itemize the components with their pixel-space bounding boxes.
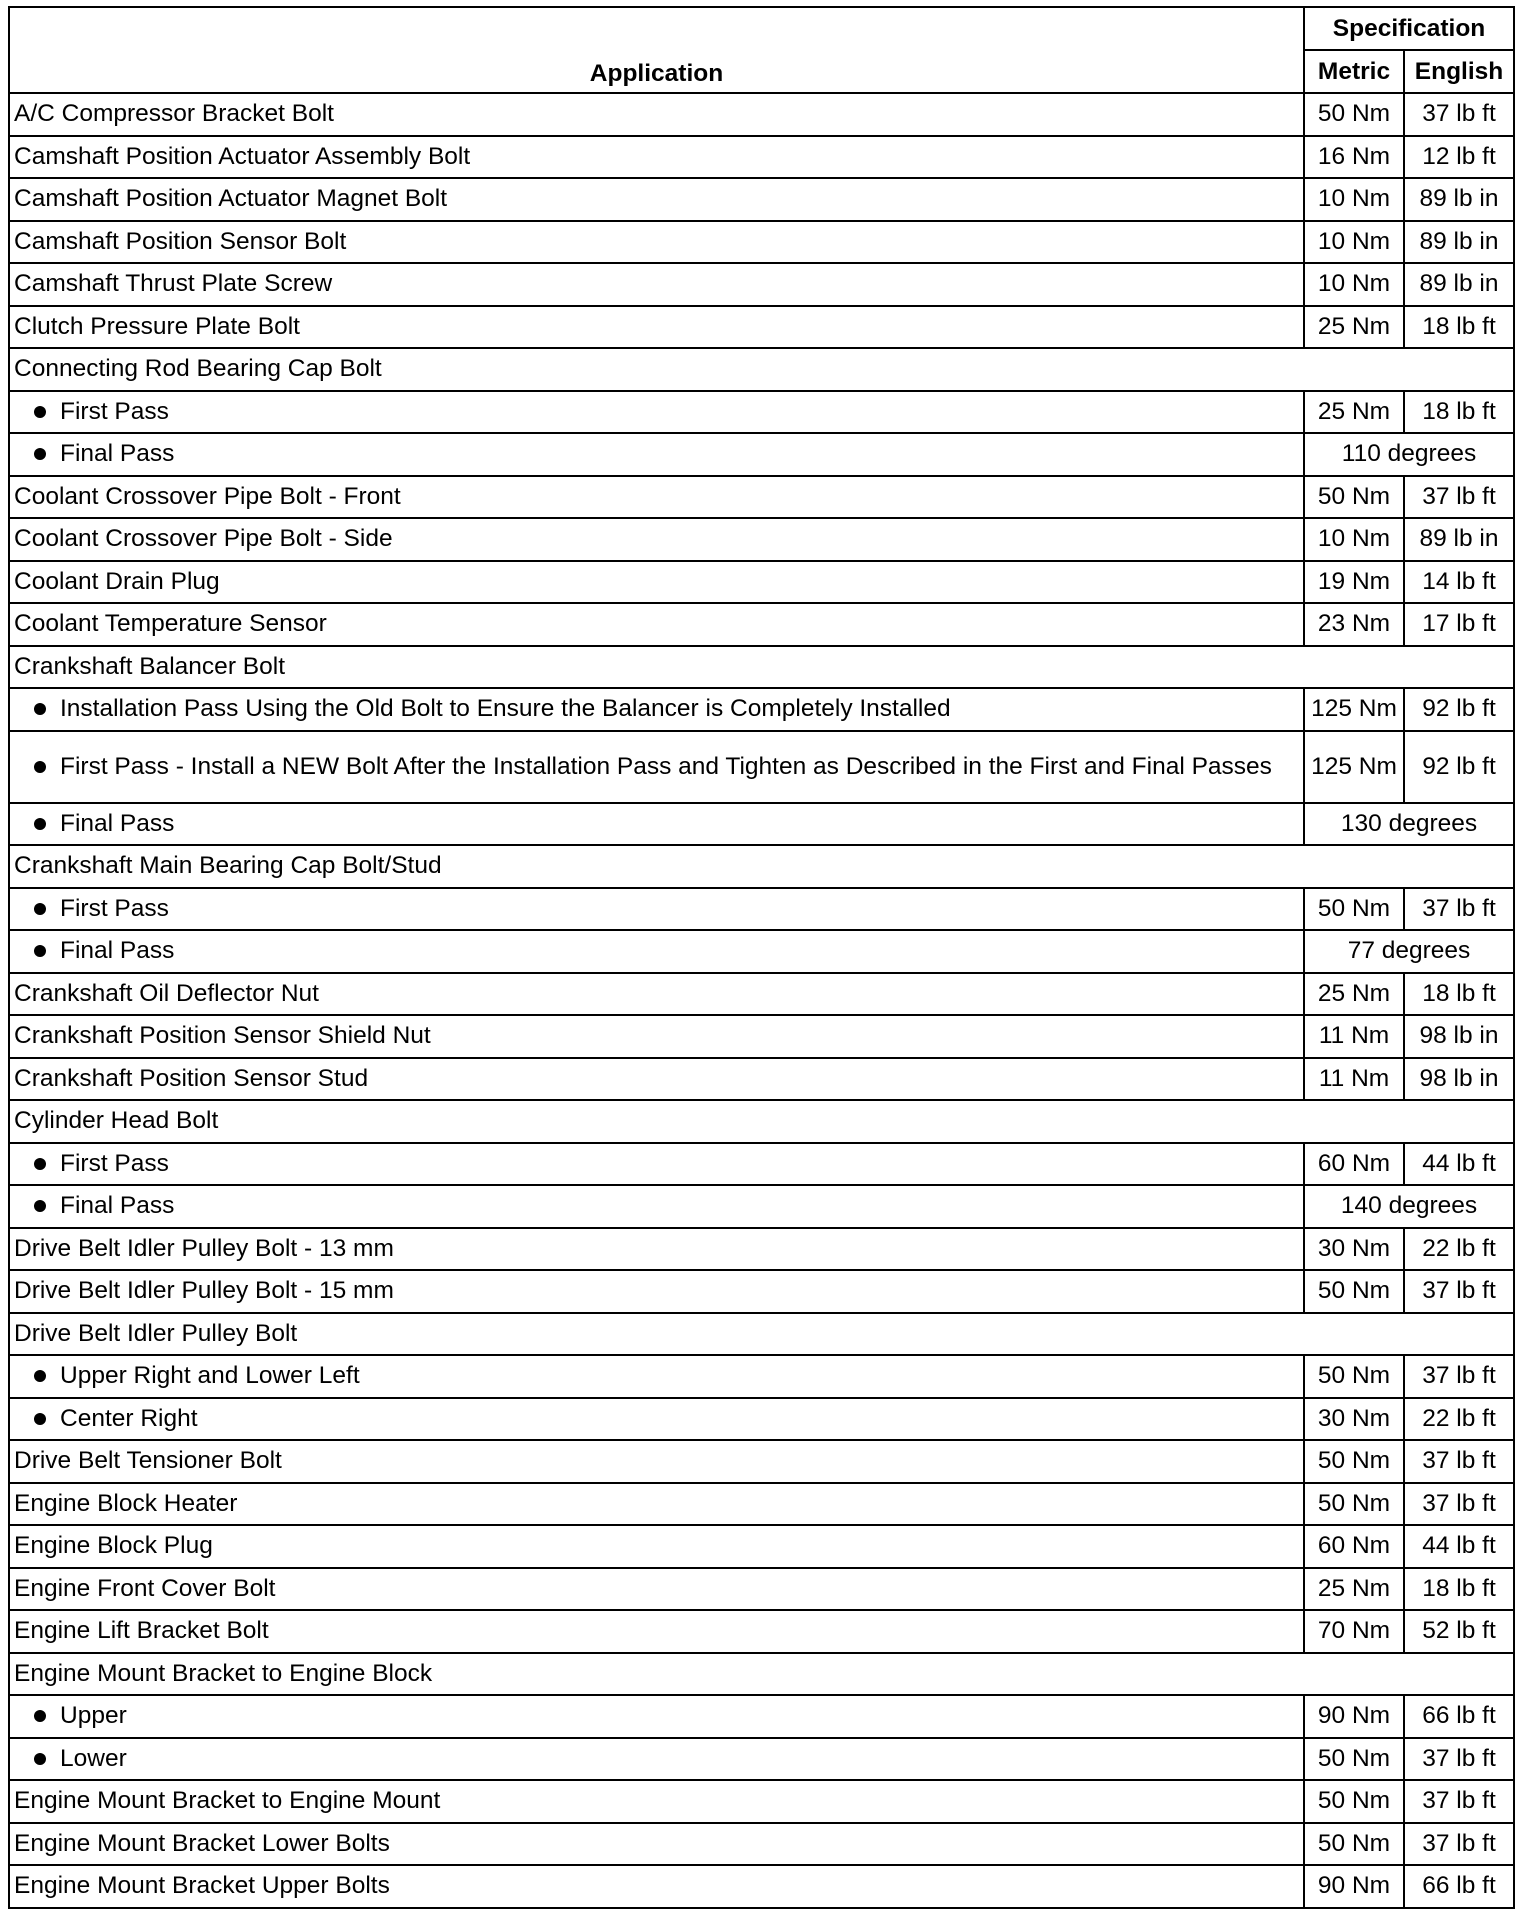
metric-cell: 90 Nm	[1304, 1865, 1404, 1908]
english-cell: 37 lb ft	[1404, 476, 1514, 519]
metric-cell: 10 Nm	[1304, 178, 1404, 221]
application-cell: Crankshaft Oil Deflector Nut	[9, 973, 1304, 1016]
english-cell: 12 lb ft	[1404, 136, 1514, 179]
metric-cell: 125 Nm	[1304, 688, 1404, 731]
application-header: Application	[9, 7, 1304, 93]
application-cell: Drive Belt Idler Pulley Bolt - 15 mm	[9, 1270, 1304, 1313]
bullet-item	[34, 1702, 1299, 1730]
group-row	[9, 1313, 1514, 1356]
english-cell: 92 lb ft	[1404, 688, 1514, 731]
english-cell: 18 lb ft	[1404, 306, 1514, 349]
english-cell: 17 lb ft	[1404, 603, 1514, 646]
application-cell: Engine Mount Bracket Lower Bolts	[9, 1823, 1304, 1866]
bullet-label: Upper	[60, 1702, 127, 1730]
bullet-item	[34, 937, 1299, 965]
bullet-icon	[34, 448, 46, 460]
bullet-item	[34, 695, 1299, 723]
bullet-row	[9, 1695, 1514, 1738]
english-cell: 14 lb ft	[1404, 561, 1514, 604]
table-row	[9, 136, 1514, 179]
table-row	[9, 1610, 1514, 1653]
angle-cell: 130 degrees	[1304, 803, 1514, 846]
bullet-icon	[34, 406, 46, 418]
bullet-row	[9, 731, 1514, 803]
english-cell: 18 lb ft	[1404, 1568, 1514, 1611]
group-label: Crankshaft Main Bearing Cap Bolt/Stud	[9, 845, 1514, 888]
application-cell: Coolant Temperature Sensor	[9, 603, 1304, 646]
application-cell: Drive Belt Idler Pulley Bolt - 13 mm	[9, 1228, 1304, 1271]
application-cell: A/C Compressor Bracket Bolt	[9, 93, 1304, 136]
table-row	[9, 1568, 1514, 1611]
metric-cell: 16 Nm	[1304, 136, 1404, 179]
table-row	[9, 518, 1514, 561]
table-body	[9, 93, 1514, 1908]
application-cell: Crankshaft Position Sensor Stud	[9, 1058, 1304, 1101]
application-cell: Camshaft Position Sensor Bolt	[9, 221, 1304, 264]
english-cell: 37 lb ft	[1404, 1780, 1514, 1823]
application-cell: Coolant Drain Plug	[9, 561, 1304, 604]
metric-cell: 10 Nm	[1304, 221, 1404, 264]
bullet-row	[9, 930, 1514, 973]
metric-cell: 50 Nm	[1304, 476, 1404, 519]
application-cell: Engine Front Cover Bolt	[9, 1568, 1304, 1611]
table-row	[9, 221, 1514, 264]
bullet-label: First Pass	[60, 1149, 169, 1177]
bullet-label: Installation Pass Using the Old Bolt to Ensure the Balancer is Completely Installed	[60, 695, 951, 723]
application-cell	[9, 433, 1304, 476]
group-label: Engine Mount Bracket to Engine Block	[9, 1653, 1514, 1696]
application-cell	[9, 888, 1304, 931]
application-cell: Coolant Crossover Pipe Bolt - Front	[9, 476, 1304, 519]
bullet-row	[9, 688, 1514, 731]
bullet-row	[9, 1398, 1514, 1441]
table-row	[9, 1483, 1514, 1526]
group-row	[9, 646, 1514, 689]
bullet-icon	[34, 761, 46, 773]
table-row	[9, 1865, 1514, 1908]
english-cell: 44 lb ft	[1404, 1525, 1514, 1568]
specification-header: Specification	[1304, 7, 1514, 50]
table-row	[9, 1440, 1514, 1483]
bullet-row	[9, 1355, 1514, 1398]
metric-header: Metric	[1304, 50, 1404, 93]
bullet-label: Final Pass	[60, 440, 175, 468]
metric-cell: 25 Nm	[1304, 973, 1404, 1016]
english-cell: 89 lb in	[1404, 178, 1514, 221]
application-cell: Drive Belt Tensioner Bolt	[9, 1440, 1304, 1483]
group-label: Cylinder Head Bolt	[9, 1100, 1514, 1143]
application-cell: Engine Mount Bracket Upper Bolts	[9, 1865, 1304, 1908]
group-row	[9, 1100, 1514, 1143]
metric-cell: 70 Nm	[1304, 1610, 1404, 1653]
bullet-item	[34, 1405, 1299, 1433]
english-cell: 18 lb ft	[1404, 391, 1514, 434]
bullet-label: Lower	[60, 1744, 127, 1772]
english-cell: 89 lb in	[1404, 518, 1514, 561]
angle-cell: 140 degrees	[1304, 1185, 1514, 1228]
metric-cell: 25 Nm	[1304, 306, 1404, 349]
metric-cell: 90 Nm	[1304, 1695, 1404, 1738]
metric-cell: 50 Nm	[1304, 1738, 1404, 1781]
metric-cell: 50 Nm	[1304, 1355, 1404, 1398]
metric-cell: 50 Nm	[1304, 1823, 1404, 1866]
table-row	[9, 1823, 1514, 1866]
metric-cell: 60 Nm	[1304, 1525, 1404, 1568]
english-cell: 98 lb in	[1404, 1058, 1514, 1101]
english-cell: 89 lb in	[1404, 263, 1514, 306]
metric-cell: 50 Nm	[1304, 93, 1404, 136]
table-row	[9, 973, 1514, 1016]
application-cell	[9, 688, 1304, 731]
bullet-icon	[34, 1200, 46, 1212]
application-cell: Engine Mount Bracket to Engine Mount	[9, 1780, 1304, 1823]
application-cell: Camshaft Position Actuator Assembly Bolt	[9, 136, 1304, 179]
bullet-item	[34, 810, 1299, 838]
table-row	[9, 1228, 1514, 1271]
metric-cell: 50 Nm	[1304, 1270, 1404, 1313]
application-cell: Engine Lift Bracket Bolt	[9, 1610, 1304, 1653]
bullet-label: Upper Right and Lower Left	[60, 1362, 360, 1390]
application-cell: Clutch Pressure Plate Bolt	[9, 306, 1304, 349]
metric-cell: 30 Nm	[1304, 1398, 1404, 1441]
table-row	[9, 263, 1514, 306]
torque-specification-table	[8, 6, 1515, 1909]
english-cell: 37 lb ft	[1404, 1738, 1514, 1781]
metric-cell: 50 Nm	[1304, 1440, 1404, 1483]
application-cell	[9, 731, 1304, 803]
english-cell: 37 lb ft	[1404, 888, 1514, 931]
application-cell: Coolant Crossover Pipe Bolt - Side	[9, 518, 1304, 561]
english-cell: 22 lb ft	[1404, 1398, 1514, 1441]
bullet-icon	[34, 945, 46, 957]
bullet-row	[9, 1185, 1514, 1228]
bullet-row	[9, 803, 1514, 846]
application-cell	[9, 803, 1304, 846]
table-row	[9, 1525, 1514, 1568]
metric-cell: 50 Nm	[1304, 1483, 1404, 1526]
english-cell: 37 lb ft	[1404, 1823, 1514, 1866]
metric-cell: 11 Nm	[1304, 1058, 1404, 1101]
english-cell: 37 lb ft	[1404, 93, 1514, 136]
application-cell	[9, 1355, 1304, 1398]
group-row	[9, 1653, 1514, 1696]
bullet-icon	[34, 818, 46, 830]
bullet-row	[9, 391, 1514, 434]
english-cell: 44 lb ft	[1404, 1143, 1514, 1186]
english-cell: 52 lb ft	[1404, 1610, 1514, 1653]
metric-cell: 23 Nm	[1304, 603, 1404, 646]
application-cell: Engine Block Heater	[9, 1483, 1304, 1526]
bullet-row	[9, 433, 1514, 476]
bullet-icon	[34, 903, 46, 915]
group-label: Connecting Rod Bearing Cap Bolt	[9, 348, 1514, 391]
bullet-item	[34, 398, 1299, 426]
bullet-label: First Pass	[60, 397, 169, 425]
bullet-icon	[34, 1413, 46, 1425]
table-row	[9, 1015, 1514, 1058]
angle-cell: 77 degrees	[1304, 930, 1514, 973]
bullet-item	[34, 752, 1299, 781]
application-cell: Camshaft Thrust Plate Screw	[9, 263, 1304, 306]
bullet-icon	[34, 703, 46, 715]
english-cell: 92 lb ft	[1404, 731, 1514, 803]
bullet-row	[9, 1143, 1514, 1186]
metric-cell: 125 Nm	[1304, 731, 1404, 803]
table-row	[9, 1780, 1514, 1823]
bullet-icon	[34, 1370, 46, 1382]
bullet-item	[34, 1362, 1299, 1390]
table-row	[9, 306, 1514, 349]
metric-cell: 11 Nm	[1304, 1015, 1404, 1058]
bullet-row	[9, 1738, 1514, 1781]
metric-cell: 25 Nm	[1304, 391, 1404, 434]
application-cell	[9, 1695, 1304, 1738]
application-cell: Crankshaft Position Sensor Shield Nut	[9, 1015, 1304, 1058]
application-cell	[9, 391, 1304, 434]
bullet-label: First Pass - Install a NEW Bolt After the Installation Pass and Tighten as Described in the First and Final Passes	[60, 753, 1272, 780]
metric-cell: 50 Nm	[1304, 1780, 1404, 1823]
application-cell: Engine Block Plug	[9, 1525, 1304, 1568]
english-cell: 22 lb ft	[1404, 1228, 1514, 1271]
metric-cell: 30 Nm	[1304, 1228, 1404, 1271]
english-header: English	[1404, 50, 1514, 93]
bullet-icon	[34, 1710, 46, 1722]
english-cell: 37 lb ft	[1404, 1483, 1514, 1526]
group-label: Crankshaft Balancer Bolt	[9, 646, 1514, 689]
table-row	[9, 561, 1514, 604]
metric-cell: 60 Nm	[1304, 1143, 1404, 1186]
bullet-label: Center Right	[60, 1404, 198, 1432]
metric-cell: 25 Nm	[1304, 1568, 1404, 1611]
english-cell: 18 lb ft	[1404, 973, 1514, 1016]
bullet-label: Final Pass	[60, 1192, 175, 1220]
metric-cell: 50 Nm	[1304, 888, 1404, 931]
group-row	[9, 845, 1514, 888]
metric-cell: 10 Nm	[1304, 263, 1404, 306]
english-cell: 66 lb ft	[1404, 1865, 1514, 1908]
bullet-label: Final Pass	[60, 809, 175, 837]
bullet-icon	[34, 1753, 46, 1765]
english-cell: 37 lb ft	[1404, 1270, 1514, 1313]
bullet-item	[34, 1150, 1299, 1178]
english-cell: 98 lb in	[1404, 1015, 1514, 1058]
table-row	[9, 1270, 1514, 1313]
bullet-icon	[34, 1158, 46, 1170]
application-cell	[9, 1143, 1304, 1186]
application-cell	[9, 1738, 1304, 1781]
bullet-item	[34, 440, 1299, 468]
bullet-item	[34, 1745, 1299, 1773]
english-cell: 89 lb in	[1404, 221, 1514, 264]
table-row	[9, 178, 1514, 221]
bullet-row	[9, 888, 1514, 931]
group-row	[9, 348, 1514, 391]
table-row	[9, 93, 1514, 136]
table-row	[9, 1058, 1514, 1101]
table-row	[9, 603, 1514, 646]
group-label: Drive Belt Idler Pulley Bolt	[9, 1313, 1514, 1356]
application-cell	[9, 1398, 1304, 1441]
application-cell	[9, 930, 1304, 973]
application-cell	[9, 1185, 1304, 1228]
metric-cell: 10 Nm	[1304, 518, 1404, 561]
angle-cell: 110 degrees	[1304, 433, 1514, 476]
application-cell: Camshaft Position Actuator Magnet Bolt	[9, 178, 1304, 221]
bullet-item	[34, 1192, 1299, 1220]
bullet-label: Final Pass	[60, 937, 175, 965]
header-row-top	[9, 7, 1514, 50]
metric-cell: 19 Nm	[1304, 561, 1404, 604]
english-cell: 66 lb ft	[1404, 1695, 1514, 1738]
bullet-label: First Pass	[60, 894, 169, 922]
english-cell: 37 lb ft	[1404, 1355, 1514, 1398]
table-row	[9, 476, 1514, 519]
bullet-item	[34, 895, 1299, 923]
english-cell: 37 lb ft	[1404, 1440, 1514, 1483]
